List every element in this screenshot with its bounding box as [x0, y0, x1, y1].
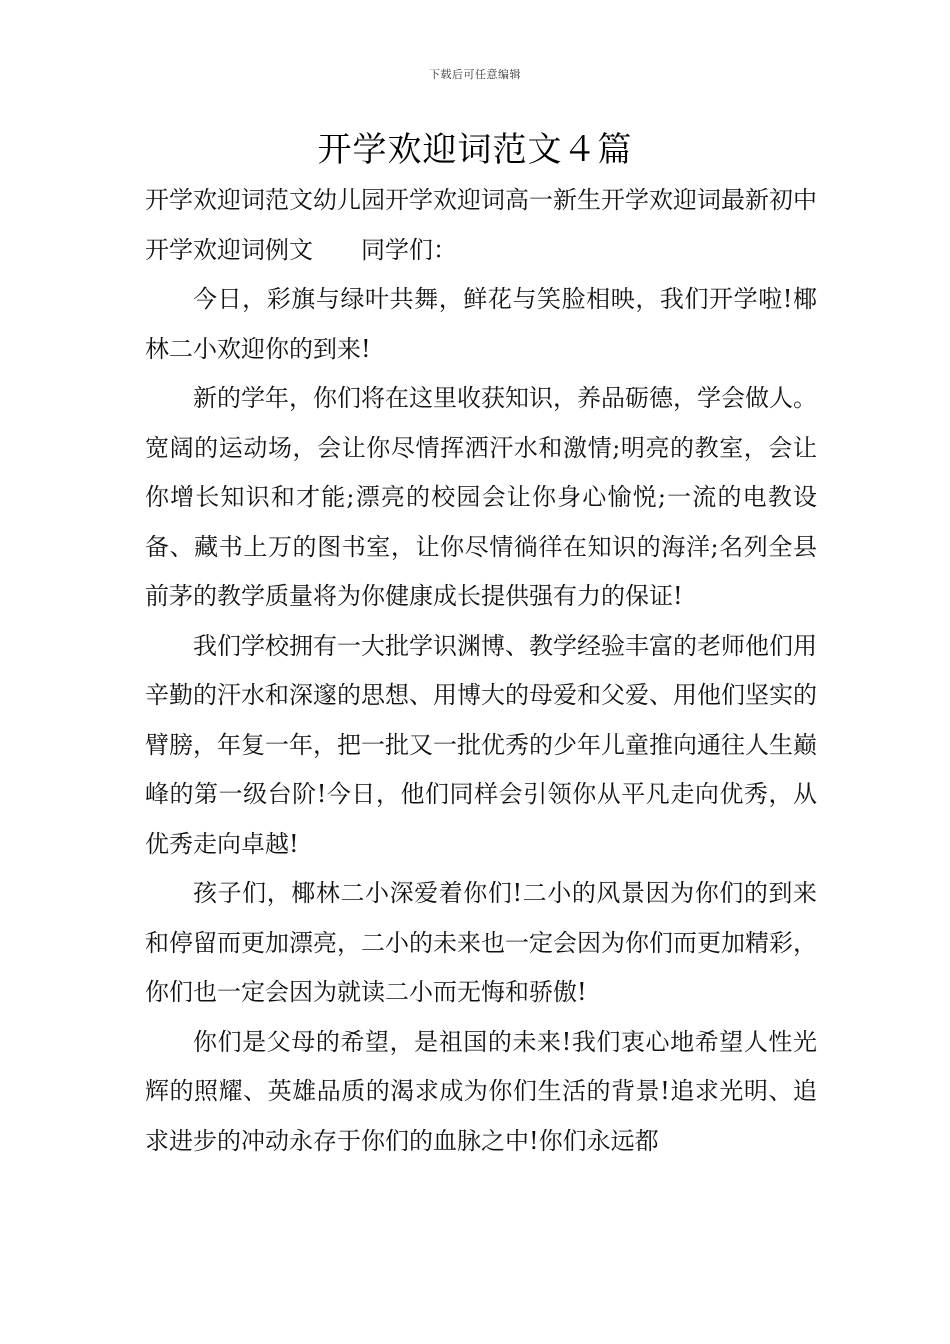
paragraph: 孩子们，椰林二小深爱着你们!二小的风景因为你们的到来和停留而更加漂亮，二小的未来也一定会因为你们而更加精彩，你们也一定会因为就读二小而无悔和骄傲! [145, 879, 817, 1006]
paragraph-intro: 开学欢迎词范文幼儿园开学欢迎词高一新生开学欢迎词最新初中开学欢迎词例文 同学们： [145, 186, 817, 264]
paragraph: 新的学年，你们将在这里收获知识，养品砺德，学会做人。宽阔的运动场，会让你尽情挥洒汗水和激情;明亮的教室，会让你增长知识和才能;漂亮的校园会让你身心愉悦;一流的电教设备、藏书上万的图书室，让你尽情徜徉在知识的海洋;名列全县前茅的教学质量将为你健康成长提供强有力的保证! [145, 384, 817, 610]
paragraph: 今日，彩旗与绿叶共舞，鲜花与笑脸相映，我们开学啦!椰林二小欢迎你的到来! [145, 285, 817, 363]
document-body [145, 176, 817, 1166]
paragraph: 你们是父母的希望，是祖国的未来!我们衷心地希望人性光辉的照耀、英雄品质的渴求成为你们生活的背景!追求光明、追求进步的冲动永存于你们的血脉之中!你们永远都 [145, 1027, 817, 1155]
paragraph: 我们学校拥有一大批学识渊博、教学经验丰富的老师他们用辛勤的汗水和深邃的思想、用博大的母爱和父爱、用他们坚实的臂膀，年复一年，把一批又一批优秀的少年儿童推向通往人生巅峰的第一级台阶!今日，他们同样会引领你从平凡走向优秀，从优秀走向卓越! [145, 631, 817, 858]
header-note: 下载后可任意编辑 [429, 68, 521, 81]
document-title: 开学欢迎词范文４篇 [317, 130, 633, 170]
